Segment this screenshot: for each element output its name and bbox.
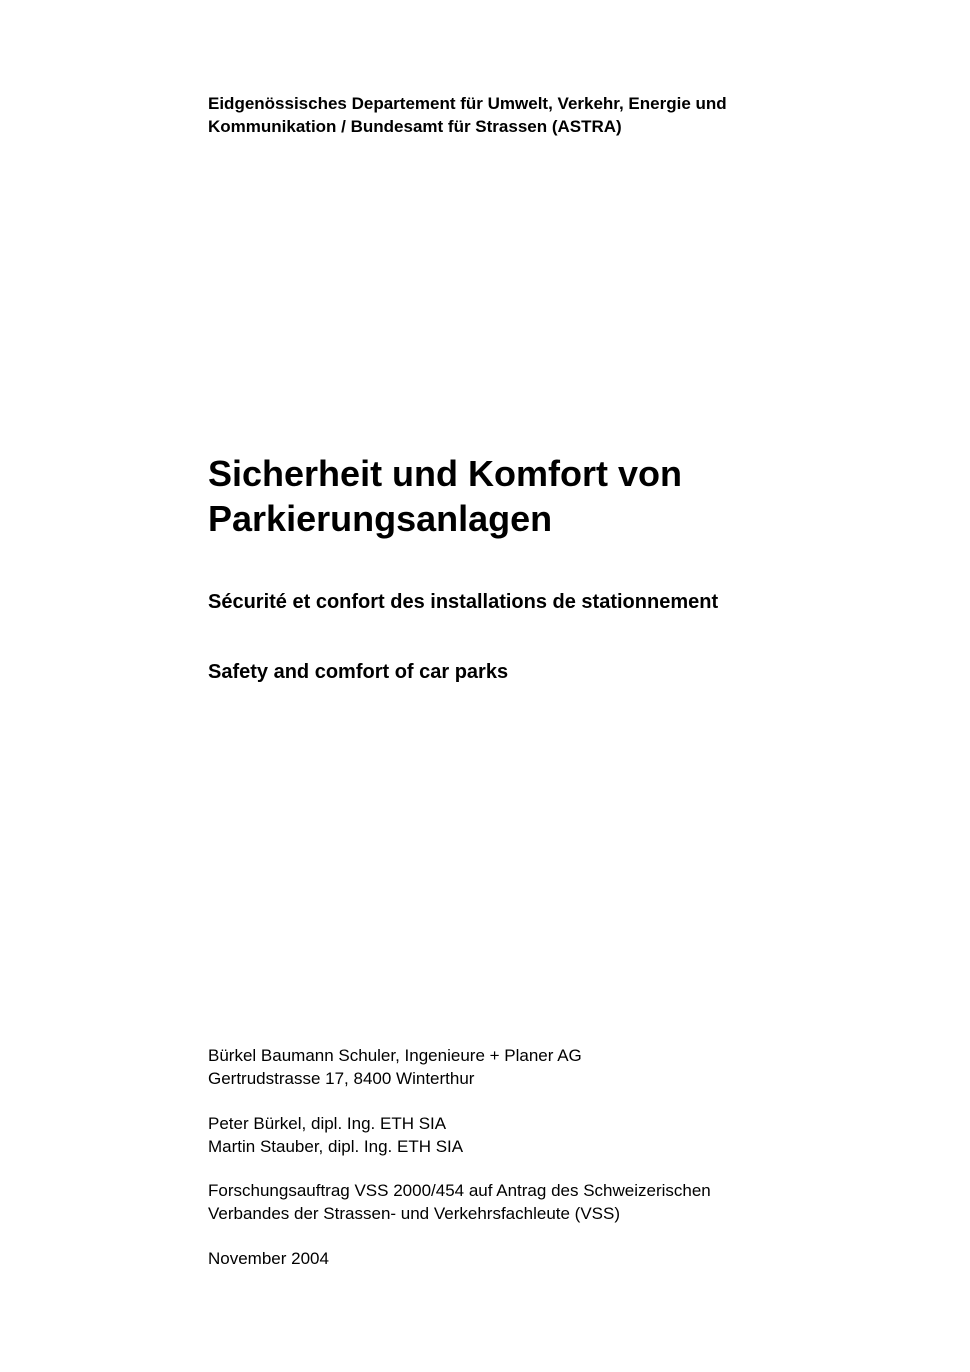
research-contract-line-2: Verbandes der Strassen- und Verkehrsfachleute (VSS) [208,1204,621,1223]
authors-list [208,1112,908,1158]
author-2: Martin Stauber, dipl. Ing. ETH SIA [208,1137,464,1156]
company-name: Bürkel Baumann Schuler, Ingenieure + Planer AG [208,1046,582,1065]
document-title [208,451,908,541]
issuing-authority-line-1: Eidgenössisches Departement für Umwelt, Verkehr, Energie und [208,94,727,113]
publication-date: November 2004 [208,1249,329,1268]
subtitle-french: Sécurité et confort des installations de stationnement [208,591,719,613]
research-contract [208,1179,908,1225]
issuing-authority-line-2: Kommunikation / Bundesamt für Strassen (ASTRA) [208,117,622,136]
document-title-line-1: Sicherheit und Komfort von [208,453,683,494]
issuing-authority [208,92,908,138]
subtitle-english: Safety and comfort of car parks [208,661,509,683]
company-address: Gertrudstrasse 17, 8400 Winterthur [208,1069,475,1088]
document-title-line-2: Parkierungsanlagen [208,498,553,539]
company-info [208,1044,908,1090]
author-1: Peter Bürkel, dipl. Ing. ETH SIA [208,1114,447,1133]
research-contract-line-1: Forschungsauftrag VSS 2000/454 auf Antrag des Schweizerischen [208,1181,711,1200]
